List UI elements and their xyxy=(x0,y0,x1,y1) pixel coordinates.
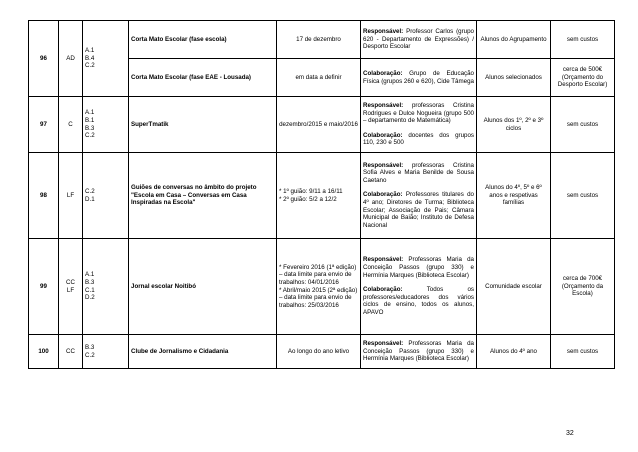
activity-number: 97 xyxy=(29,97,59,153)
objective-code: C.2 xyxy=(85,351,95,359)
activity-public: Alunos dos 1º, 2º e 3º ciclos xyxy=(477,97,551,153)
activity-cost: sem custos xyxy=(551,153,615,239)
activity-number: 98 xyxy=(29,153,59,239)
date-line: * 1º guião: 9/11 a 16/11 xyxy=(279,187,343,195)
activity-date xyxy=(277,239,361,335)
activity-responsible xyxy=(361,97,477,153)
objective-code: C.2 xyxy=(85,132,95,140)
activity-responsible xyxy=(361,239,477,335)
activity-number: 99 xyxy=(29,239,59,335)
activity-area xyxy=(59,239,83,335)
activity-collaboration xyxy=(361,59,477,97)
activity-cost: sem custos xyxy=(551,21,615,59)
responsible-label: Responsável: xyxy=(363,28,404,36)
responsible-text: professoras Cristina Sofia Alves e Maria Benilde de Sousa Caetano xyxy=(363,161,474,184)
objective-code: B.3 xyxy=(85,343,95,351)
objective-code: A.1 xyxy=(85,47,95,55)
collaboration-label: Colaboração: xyxy=(363,131,403,139)
activity-cost: sem custos xyxy=(551,97,615,153)
objective-code: B.3 xyxy=(85,124,95,132)
responsible-label: Responsável: xyxy=(363,256,404,264)
responsible-text: Professoras Maria da Conceição Passos (grupo 330) e Hermínia Marques (Biblioteca Escolar) xyxy=(363,256,474,279)
activity-name: Corta Mato Escolar (fase EAE - Lousada) xyxy=(129,59,277,97)
objective-code: B.3 xyxy=(85,278,95,286)
activity-cost: cerca de 500€ (Orçamento do Desporto Escolar) xyxy=(551,59,615,97)
activity-public: Alunos do 4º ano xyxy=(477,335,551,369)
activity-objectives xyxy=(83,97,129,153)
activity-objectives xyxy=(83,335,129,369)
collaboration-label: Colaboração: xyxy=(363,191,403,199)
responsible-text: Professoras Maria da Conceição Passos (grupo 330) e Hermínia Marques (Biblioteca Escolar) xyxy=(363,340,474,363)
area-code: CC xyxy=(66,278,75,286)
activity-name: SuperTmatik xyxy=(129,97,277,153)
objective-code: A.1 xyxy=(85,271,95,279)
activity-responsible xyxy=(361,21,477,59)
activity-area: C xyxy=(59,97,83,153)
activity-date: 17 de dezembro xyxy=(277,21,361,59)
activity-date: dezembro/2015 e maio/2016 xyxy=(277,97,361,153)
responsible-text: Professor Carlos (grupo 620 - Departamento de Expressões) / Desporto Escolar xyxy=(363,28,474,51)
table-row xyxy=(29,97,615,153)
activity-plan-table xyxy=(28,20,615,369)
objective-code: D.1 xyxy=(85,195,95,203)
activity-objectives xyxy=(83,21,129,97)
activity-date: em data a definir xyxy=(277,59,361,97)
collaboration-text: Todos os professores/educadores dos vários ciclos de ensino, todos os alunos, APAVO xyxy=(363,286,475,316)
objective-code: D.2 xyxy=(85,294,95,302)
activity-public: Comunidade escolar xyxy=(477,239,551,335)
date-line: * Abril/maio 2015 (2ª edição) – data limite para envio de trabalhos: 25/03/2016 xyxy=(279,286,358,309)
activity-number: 100 xyxy=(29,335,59,369)
activity-objectives xyxy=(83,239,129,335)
activity-date xyxy=(277,153,361,239)
responsible-label: Responsável: xyxy=(363,340,404,348)
activity-cost: sem custos xyxy=(551,335,615,369)
page-number: 32 xyxy=(566,430,574,437)
activity-name: Clube de Jornalismo e Cidadania xyxy=(129,335,277,369)
objective-code: C.2 xyxy=(85,62,95,70)
collaboration-text: Professores titulares do 4º ano; Diretores de Turma; Biblioteca Escolar; Associação de Pais; Câmara Municipal de Baião; Instituto de Defesa Nacional xyxy=(363,191,474,229)
activity-public: Alunos do 4º, 5º e 6º anos e respetivas famílias xyxy=(477,153,551,239)
date-line: * Fevereiro 2016 (1ª edição) – data limite para envio de trabalhos: 04/01/2016 xyxy=(279,263,357,286)
activity-name: Guiões de conversas no âmbito do projeto "Escola em Casa – Conversas em Casa Inspiradas na Escola" xyxy=(129,153,277,239)
activity-date: Ao longo do ano letivo xyxy=(277,335,361,369)
activity-public: Alunos do Agrupamento xyxy=(477,21,551,59)
collaboration-label: Colaboração: xyxy=(363,69,403,77)
table-row xyxy=(29,239,615,335)
activity-area: AD xyxy=(59,21,83,97)
objective-code: B.1 xyxy=(85,116,95,124)
objective-code: A.1 xyxy=(85,109,95,117)
collaboration-label: Colaboração: xyxy=(363,286,403,294)
objective-code: C.2 xyxy=(85,187,95,195)
responsible-label: Responsável: xyxy=(363,161,404,169)
activity-objectives xyxy=(83,153,129,239)
activity-area: LF xyxy=(59,153,83,239)
table-row xyxy=(29,153,615,239)
responsible-label: Responsável: xyxy=(363,102,404,110)
objective-code: C.1 xyxy=(85,286,95,294)
activity-cost: cerca de 700€ (Orçamento da Escola) xyxy=(551,239,615,335)
activity-area: CC xyxy=(59,335,83,369)
collaboration-text: docentes dos grupos 110, 230 e 500 xyxy=(363,131,474,147)
table-row xyxy=(29,21,615,59)
activity-name: Corta Mato Escolar (fase escola) xyxy=(129,21,277,59)
objective-code: B.4 xyxy=(85,54,95,62)
activity-responsible xyxy=(361,335,477,369)
date-line: * 2º guião: 5/2 a 12/2 xyxy=(279,195,337,203)
area-code: LF xyxy=(66,286,75,294)
responsible-text: professoras Cristina Rodrigues e Dulce Nogueira (grupo 500 – departamento de Matemática) xyxy=(363,102,474,125)
activity-public: Alunos selecionados xyxy=(477,59,551,97)
table-row xyxy=(29,335,615,369)
activity-name: Jornal escolar Noitibó xyxy=(129,239,277,335)
activity-responsible xyxy=(361,153,477,239)
collaboration-text: Grupo de Educação Física (grupos 260 e 620), Cide Tâmega xyxy=(363,69,474,85)
activity-number: 96 xyxy=(29,21,59,97)
